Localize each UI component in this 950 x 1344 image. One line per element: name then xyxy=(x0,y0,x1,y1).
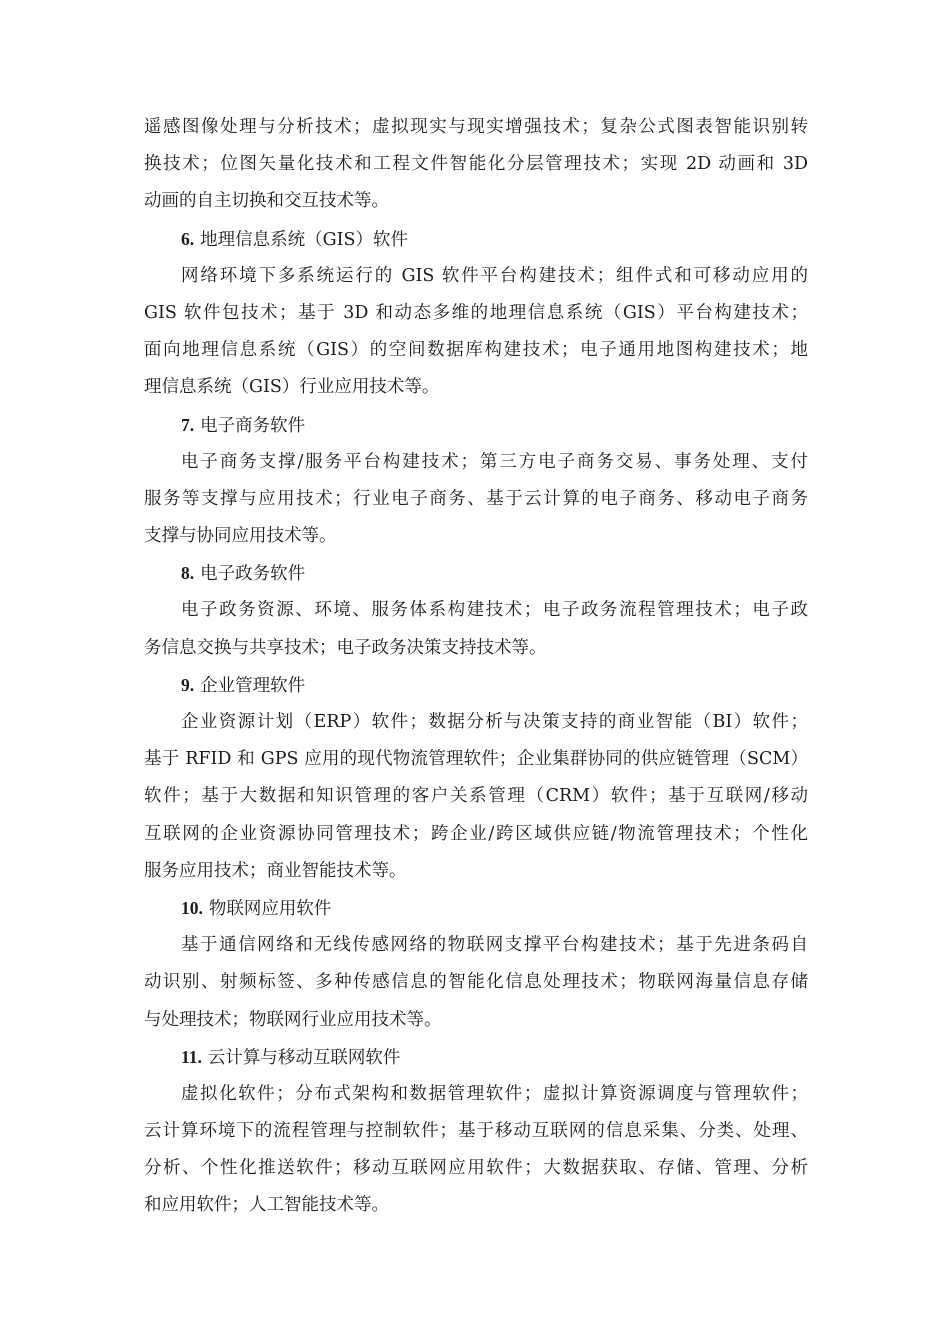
paragraph-line: 遥感图像处理与分析技术；虚拟现实与现实增强技术；复杂公式图表智能识别转 xyxy=(144,117,808,137)
section-number: 7. xyxy=(181,414,195,435)
paragraph-line: 云计算环境下的流程管理与控制软件；基于移动互联网的信息采集、分类、处理、 xyxy=(144,1121,808,1142)
paragraph-line: 和应用软件；人工智能技术等。 xyxy=(144,1195,389,1216)
paragraph-line: 基于通信网络和无线传感网络的物联网支撑平台构建技术；基于先进条码自 xyxy=(181,935,808,956)
section-title: 电子商务软件 xyxy=(200,415,306,436)
section-number: 9. xyxy=(181,674,195,695)
section-egov xyxy=(144,555,808,667)
paragraph-line: 网络环境下多系统运行的 GIS 软件平台构建技术；组件式和可移动应用的 xyxy=(181,265,808,286)
section-number: 6. xyxy=(181,228,195,249)
paragraph-line: 支撑与协同应用技术等。 xyxy=(144,526,337,547)
section-number: 8. xyxy=(181,563,195,584)
section-heading xyxy=(144,890,808,927)
section-cloud xyxy=(144,1039,808,1225)
section-title: 云计算与移动互联网软件 xyxy=(207,1047,401,1068)
paragraph-line: 电子政务资源、环境、服务体系构建技术；电子政务流程管理技术；电子政 xyxy=(181,600,808,621)
paragraph-line: 分析、个性化推送软件；移动互联网应用软件；大数据获取、存储、管理、分析 xyxy=(144,1158,808,1179)
paragraph-line: 服务等支撑与应用技术；行业电子商务、基于云计算的电子商务、移动电子商务 xyxy=(144,488,808,509)
section-heading xyxy=(144,555,808,592)
paragraph-line: 面向地理信息系统（GIS）的空间数据库构建技术；电子通用地图构建技术；地 xyxy=(144,340,808,361)
section-heading xyxy=(144,221,808,258)
section-title: 地理信息系统（GIS）软件 xyxy=(200,229,409,250)
section-number: 11. xyxy=(181,1046,202,1067)
section-gis xyxy=(144,221,808,407)
paragraph-line: 企业资源计划（ERP）软件；数据分析与决策支持的商业智能（BI）软件； xyxy=(181,712,808,732)
paragraph-line: 换技术；位图矢量化技术和工程文件智能化分层管理技术；实现 2D 动画和 3D xyxy=(144,154,808,175)
paragraph-line: GIS 软件包技术；基于 3D 和动态多维的地理信息系统（GIS）平台构建技术； xyxy=(144,302,808,323)
section-heading xyxy=(144,1039,808,1076)
paragraph-line: 软件；基于大数据和知识管理的客户关系管理（CRM）软件；基于互联网/移动 xyxy=(144,786,808,807)
paragraph-line: 理信息系统（GIS）行业应用技术等。 xyxy=(144,377,440,398)
section-title: 电子政务软件 xyxy=(200,564,306,585)
paragraph-line: 电子商务支撑/服务平台构建技术；第三方电子商务交易、事务处理、支付 xyxy=(181,451,808,472)
section-title: 企业管理软件 xyxy=(200,675,306,696)
section-heading xyxy=(144,667,808,704)
paragraph-line: 与处理技术；物联网行业应用技术等。 xyxy=(144,1009,442,1030)
section-iot xyxy=(144,890,808,1039)
paragraph-line: 务信息交换与共享技术；电子政务决策支持技术等。 xyxy=(144,637,547,658)
paragraph-line: 动识别、射频标签、多种传感信息的智能化信息处理技术；物联网海量信息存储 xyxy=(144,972,808,993)
section-enterprise xyxy=(144,667,808,890)
intro-paragraph xyxy=(144,109,808,221)
paragraph-line: 基于 RFID 和 GPS 应用的现代物流管理软件；企业集群协同的供应链管理（SCM） xyxy=(144,749,808,770)
section-ecommerce xyxy=(144,407,808,556)
paragraph-line: 服务应用技术；商业智能技术等。 xyxy=(144,860,407,881)
document-page xyxy=(144,109,808,1225)
section-heading xyxy=(144,407,808,444)
paragraph-line: 虚拟化软件；分布式架构和数据管理软件；虚拟计算资源调度与管理软件； xyxy=(181,1083,808,1104)
paragraph-line: 动画的自主切换和交互技术等。 xyxy=(144,191,389,212)
paragraph-line: 互联网的企业资源协同管理技术；跨企业/跨区域供应链/物流管理技术；个性化 xyxy=(144,823,808,844)
section-title: 物联网应用软件 xyxy=(208,898,332,919)
section-number: 10. xyxy=(181,897,203,918)
